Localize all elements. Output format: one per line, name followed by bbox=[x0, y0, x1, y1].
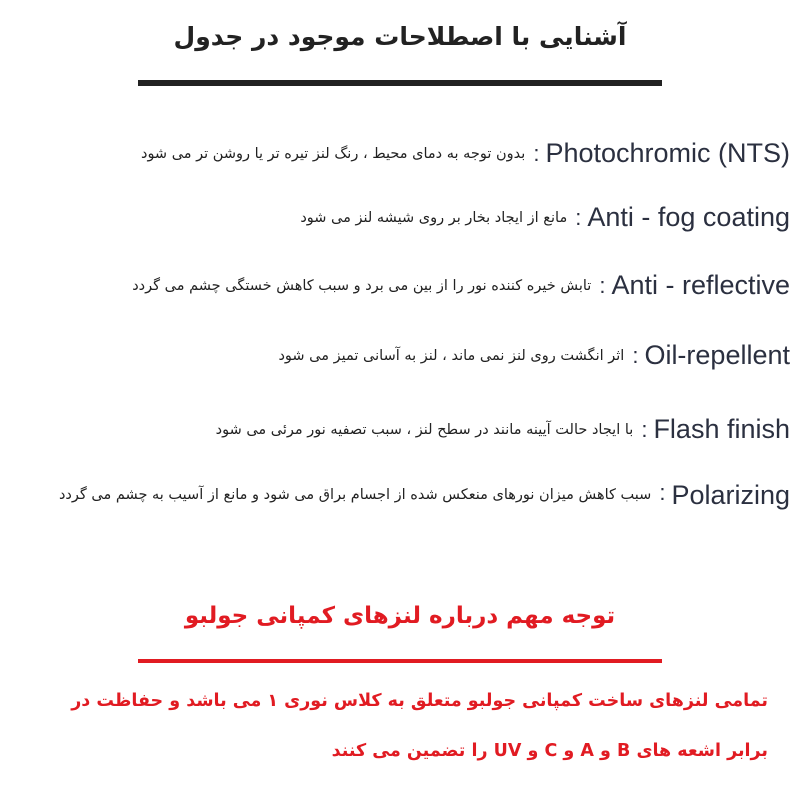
term-separator: : bbox=[641, 416, 648, 442]
term-name: Oil-repellent bbox=[644, 340, 790, 370]
term-separator: : bbox=[659, 480, 666, 505]
term-description: اثر انگشت روی لنز نمی ماند ، لنز به آسانی تمیز می شود bbox=[278, 347, 625, 364]
term-description: سبب کاهش میزان نورهای منعکس شده از اجسام براق می شود و مانع از آسیب به چشم می گردد bbox=[58, 487, 652, 503]
term-photochromic bbox=[0, 138, 790, 169]
page-title: آشنایی با اصطلاحات موجود در جدول bbox=[173, 22, 627, 51]
term-description: تابش خیره کننده نور را از بین می برد و سبب کاهش خستگی چشم می گردد bbox=[132, 277, 592, 294]
term-anti-reflective bbox=[0, 270, 790, 301]
term-separator: : bbox=[533, 140, 540, 166]
term-flash-finish bbox=[0, 414, 790, 445]
term-polarizing bbox=[0, 480, 790, 511]
note-body: تمامی لنزهای ساخت کمپانی جولبو متعلق به کلاس نوری ۱ می باشد و حفاظت در برابر اشعه های B و A و C و UV را تضمین می کنند bbox=[71, 691, 768, 761]
title-divider bbox=[138, 80, 662, 86]
note-divider bbox=[138, 659, 662, 663]
term-anti-fog bbox=[0, 202, 790, 233]
term-description: بدون توجه به دمای محیط ، رنگ لنز تیره تر یا روشن تر می شود bbox=[140, 145, 526, 162]
term-separator: : bbox=[632, 342, 639, 368]
term-oil-repellent bbox=[0, 340, 790, 371]
note-title: توجه مهم درباره لنزهای کمپانی جولبو bbox=[184, 603, 616, 629]
term-description: با ایجاد حالت آیینه مانند در سطح لنز ، سبب تصفیه نور مرئی می شود bbox=[215, 421, 634, 438]
term-separator: : bbox=[599, 272, 606, 298]
term-separator: : bbox=[575, 204, 582, 230]
term-description: مانع از ایجاد بخار بر روی شیشه لنز می شود bbox=[300, 209, 568, 226]
term-name: Anti - reflective bbox=[611, 270, 790, 300]
term-name: Polarizing bbox=[671, 480, 790, 510]
term-name: Anti - fog coating bbox=[587, 202, 790, 232]
term-name: Photochromic (NTS) bbox=[545, 138, 790, 168]
term-name: Flash finish bbox=[653, 414, 790, 444]
